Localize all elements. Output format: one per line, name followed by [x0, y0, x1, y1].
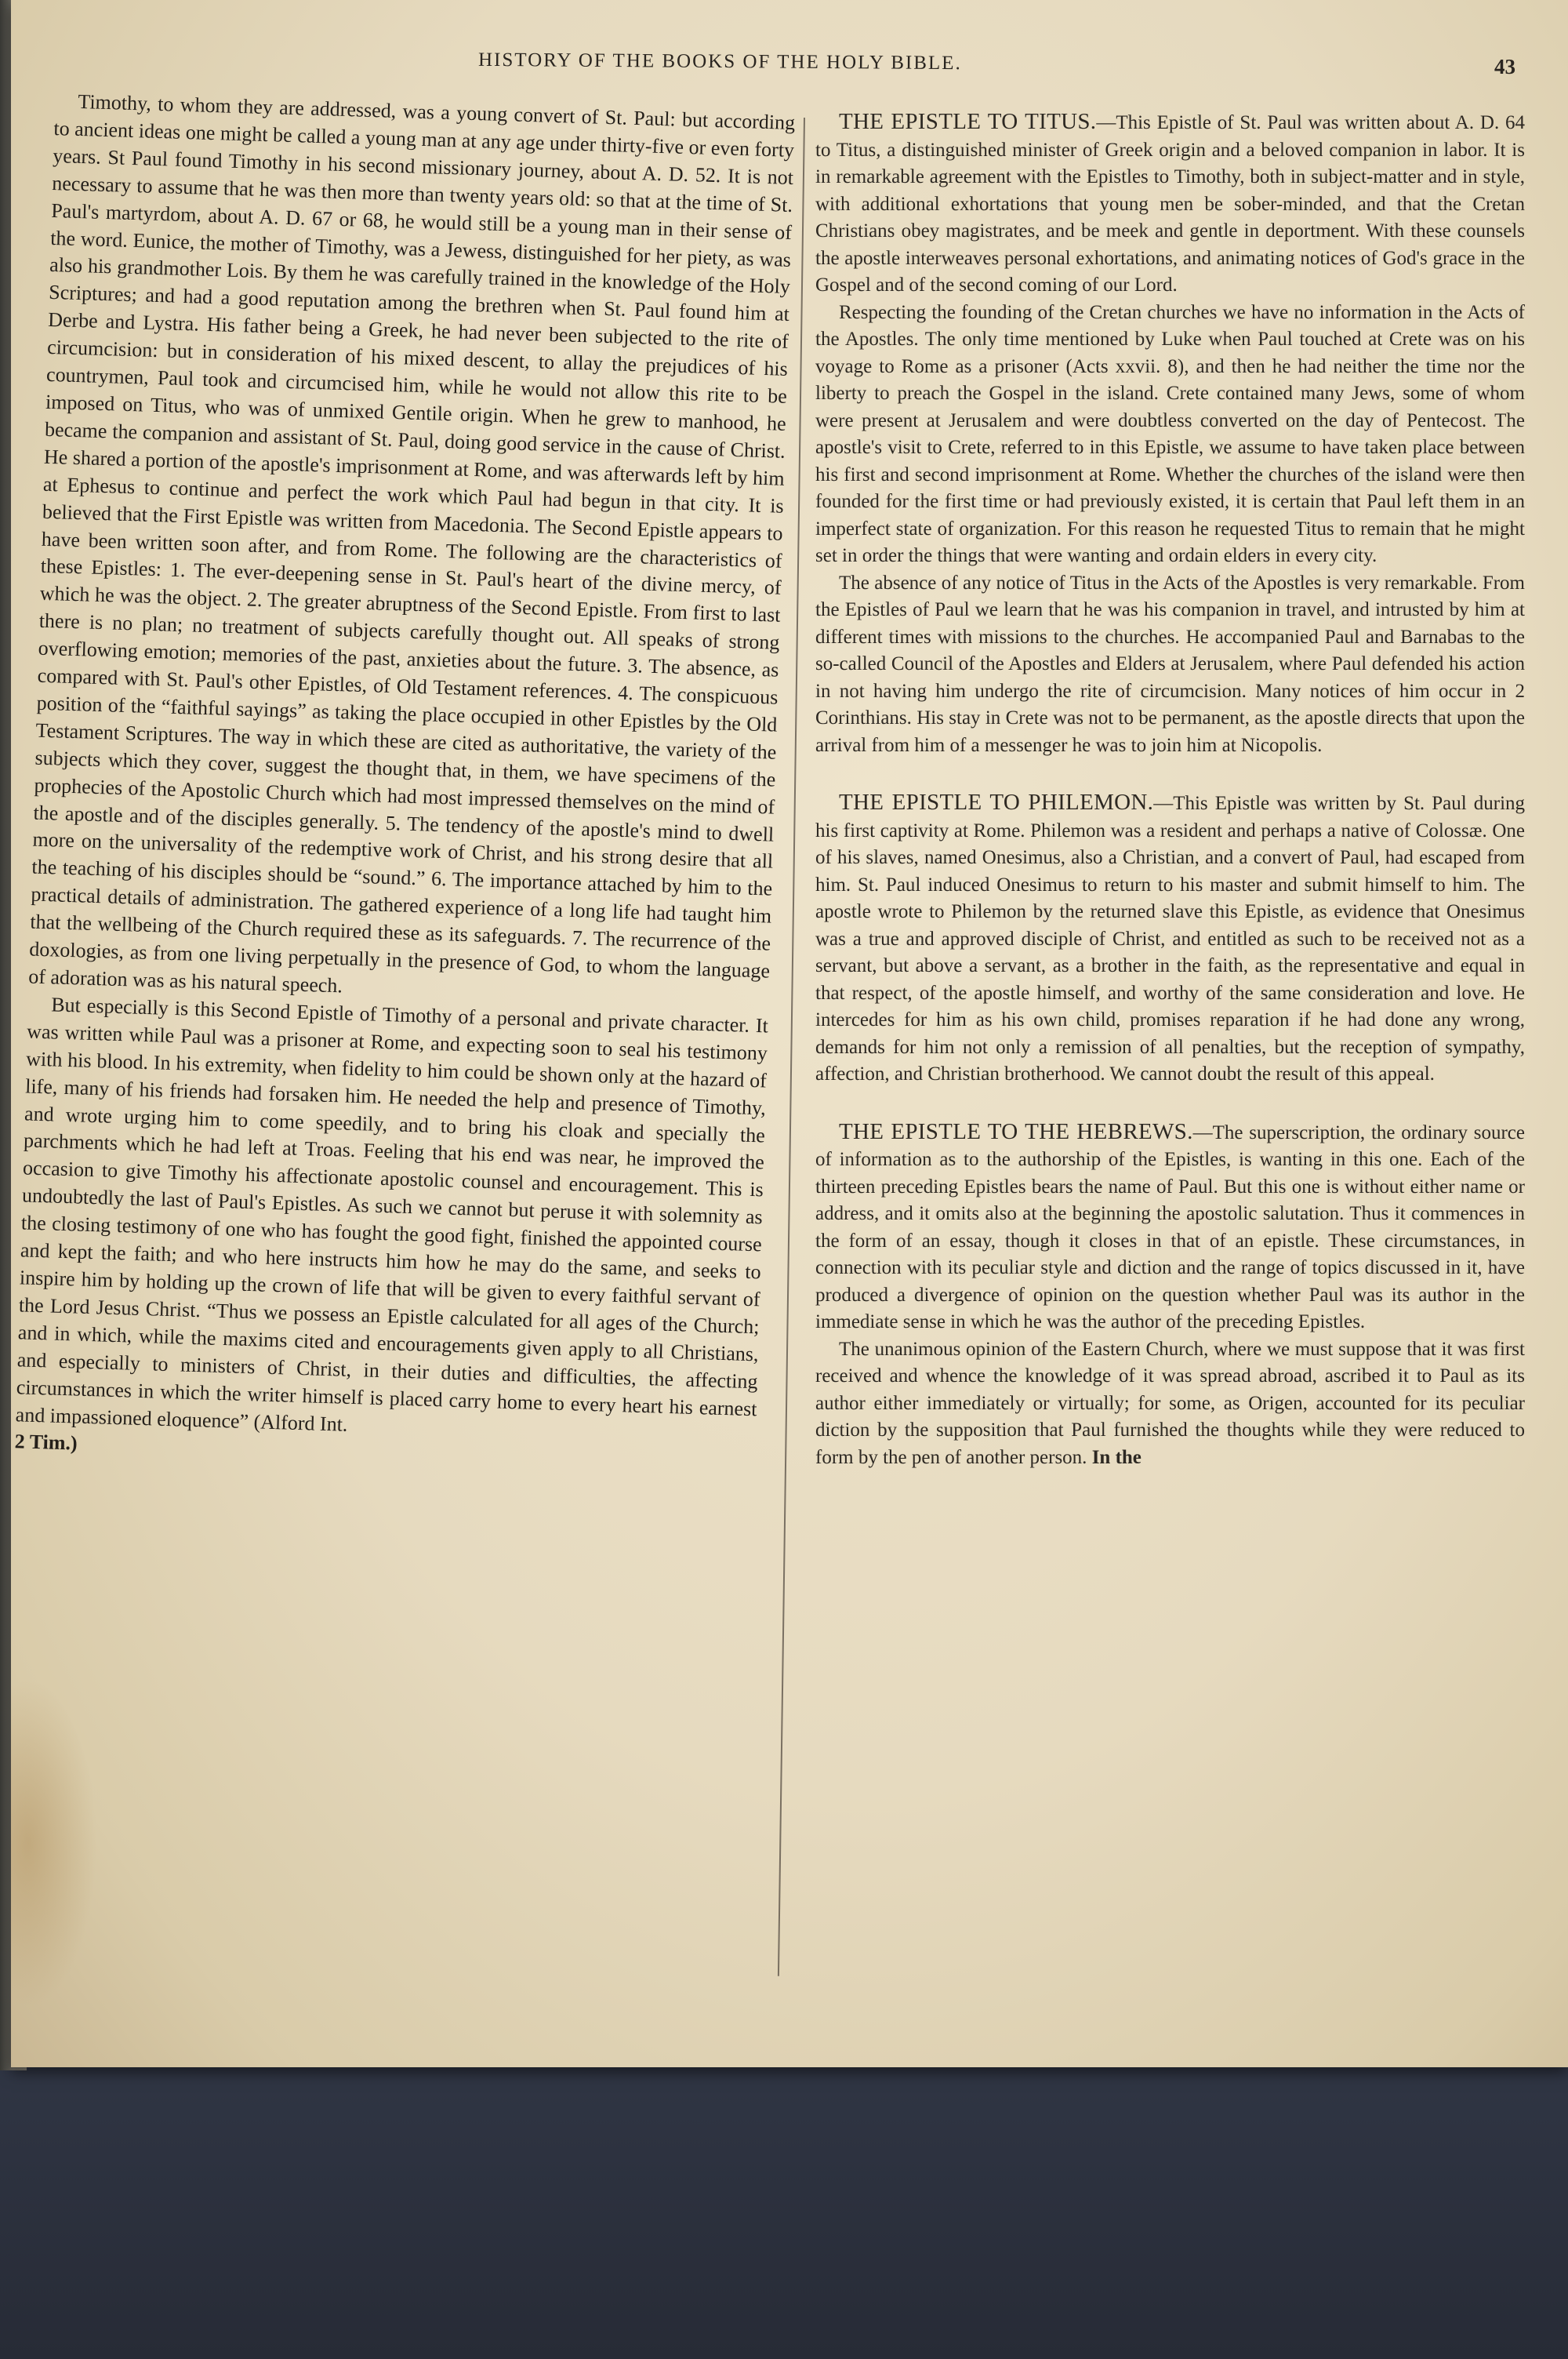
running-header: HISTORY OF THE BOOKS OF THE HOLY BIBLE. — [477, 49, 962, 75]
section-titus: THE EPISTLE TO TITUS.—This Epistle of St. Paul was written about A. D. 64 to Titus, a distinguished minister of Greek origin and a beloved companion in labor. It is in remarkable agreement with the Epistles to Timothy, both in subject-matter and in style, with additional exhortations that young men be sober-minded, and that the Cretan Christians obey magistrates, and be meek and gentle in deportment. With these counsels the apostle interweaves personal exhortations, and animating notices of God's grace in the Gospel and of the second coming of our Lord. Respecting the founding of the Cretan churches we have no information in the Acts of the Apostles. The only time mentioned by Luke when Paul touched at Crete was on his voyage to Rome as a prisoner (Acts xxvii. 8), and then he had neither the time nor the liberty to preach the Gospel in the island. Crete contained many Jews, some of whom were present at Jerusalem and were doubtless converted on the day of Pentecost. The apostle's visit to Crete, referred to in this Epistle, we assume to have taken place between his first and second imprisonment at Rome. Whether the churches of the island were then founded for the first time or had previously existed, it is certain that Paul left them in an imperfect state of organization. For this reason he requested Titus to remain that he might set in order the things that were wanting and ordain elders in every city. The absence of any notice of Titus in the Acts of the Apostles is very remarkable. From the Epistles of Paul we learn that he was his companion in travel, and intrusted by him at different times with missions to the churches. He accompanied Paul and Barnabas to the so-called Council of the Apostles and Elders at Jerusalem, where Paul defended his action in not having him undergo the rite of circumcision. Many notices of him occur in 2 Corinthians. His stay in Crete was not to be permanent, as the apostle directs that upon the arrival from him of a messenger he was to join him at Nicopolis. — [815, 108, 1525, 759]
hebrews-paragraph-1: The superscription, the ordinary source of information as to the authorship of the Epistles, is wanting in this one. Each of the thirteen preceding Epistles bears the name of Paul. But this one is without either name or address, and it omits also at the beginning the apostolic salutation. Thus it commences in the form of an essay, though it closes in that of an epistle. These circumstances, in connection with its peculiar style and diction and the range of topics discussed in it, have produced a divergence of opinion on the question whether Paul was its author in the immediate sense in which he was the author of the preceding Epistles. — [815, 1121, 1525, 1332]
left-paragraph-1: Timothy, to whom they are addressed, was a young convert of St. Paul: but according to ancient ideas one might be called a young man at any age under thirty-five or even forty years. St Paul found Timothy in his second missionary journey, about A. D. 52. It is not necessary to assume that he was then more than twenty years old: so that at the time of St. Paul's martyrdom, about A. D. 67 or 68, he would still be a young man in their sense of the word. Eunice, the mother of Timothy, was a Jewess, distinguished for her piety, as was also his grandmother Lois. By them he was carefully trained in the knowledge of the Holy Scriptures; and had a good reputation among the brethren when St. Paul found him at Derbe and Lystra. His father being a Greek, he had never been subjected to the rite of circumcision: but in consideration of his mixed descent, to allay the prejudices of his countrymen, Paul took and circumcised him, while he would not allow this rite to be imposed on Titus, who was of unmixed Gentile origin. When he grew to manhood, he became the companion and assistant of St. Paul, doing good service in the cause of Christ. He shared a portion of the apostle's imprisonment at Rome, and was afterwards left by him at Ephesus to continue and perfect the work which Paul had begun in that city. It is believed that the First Epistle was written from Macedonia. The Second Epistle appears to have been written soon after, and from Rome. The following are the characteristics of these Epistles: 1. The ever-deepening sense in St. Paul's heart of the divine mercy, of which he was the object. 2. The greater abruptness of the Second Epistle. From first to last there is no plan; no treatment of subjects carefully thought out. All speaks of strong overflowing emotion; memories of the past, anxieties about the future. 3. The absence, as compared with St. Paul's other Epistles, of Old Testament references. 4. The conspicuous position of the “faithful sayings” as taking the place occupied in other Epistles by the Old Testament Scriptures. The way in which these are cited as authoritative, the variety of the subjects which they cover, suggest the thought that, in them, we have specimens of the prophecies of the Apostolic Church which had most impressed themselves on the mind of the apostle and of the disciples generally. 5. The tendency of the apostle's mind to dwell more on the universality of the redemptive work of Christ, and his strong desire that all the teaching of his disciples should be “sound.” 6. The importance attached by him to the practical details of administration. The gathered experience of a long life had taught him that the wellbeing of the Church required these as its safeguards. 7. The recurrence of the doxologies, as from one living perpetually in the presence of God, to whom the language of adoration was as his natural speech. — [27, 89, 796, 998]
section-hebrews: THE EPISTLE TO THE HEBREWS.—The superscription, the ordinary source of information as to the authorship of the Epistles, is wanting in this one. Each of the thirteen preceding Epistles bears the name of Paul. But this one is without either name or address, and it omits also at the beginning the apostolic salutation. Thus it commences in the form of an essay, though it closes in that of an epistle. These circumstances, in connection with its peculiar style and diction and the range of topics discussed in it, have produced a divergence of opinion on the question whether Paul was its author in the immediate sense in which he was the author of the preceding Epistles. The unanimous opinion of the Eastern Church, where we must suppose that it was first received and whence the knowledge of it was spread abroad, ascribed it to Paul as its author either immediately or virtually; for some, as Origen, accounted for its peculiar diction by the supposition that Paul furnished the thoughts while they were reduced to form by the pen of another person. In the — [815, 1118, 1525, 1468]
titus-paragraph-2: Respecting the founding of the Cretan churches we have no information in the Acts of the Apostles. The only time mentioned by Luke when Paul touched at Crete was on his voyage to Rome as a prisoner (Acts xxvii. 8), and then he had neither the time nor the liberty to preach the Gospel in the island. Crete contained many Jews, some of whom were present at Jerusalem and were doubtless converted on the day of Pentecost. The apostle's visit to Crete, referred to in this Epistle, we assume to have taken place between his first and second imprisonment at Rome. Whether the churches of the island were then founded for the first time or had previously existed, it is certain that Paul left them in an imperfect state of organization. For this reason he requested Titus to remain that he might set in order the things that were wanting and ordain elders in every city. — [815, 301, 1525, 566]
left-closing-reference: 2 Tim.) — [14, 1430, 78, 1456]
right-column — [815, 108, 1525, 1471]
section-heading-philemon: THE EPISTLE TO PHILEMON. — [839, 790, 1154, 815]
titus-paragraph-3: The absence of any notice of Titus in the Acts of the Apostles is very remarkable. From the Epistles of Paul we learn that he was his companion in travel, and intrusted by him at different times with missions to the churches. He accompanied Paul and Barnabas to the so-called Council of the Apostles and Elders at Jerusalem, where Paul defended his action in not having him undergo the rite of circumcision. Many notices of him occur in 2 Corinthians. His stay in Crete was not to be permanent, as the apostle directs that upon the arrival from him of a messenger he was to join him at Nicopolis. — [815, 572, 1525, 756]
hebrews-paragraph-2: The unanimous opinion of the Eastern Church, where we must suppose that it was first received and whence the knowledge of it was spread abroad, ascribed it to Paul as its author either immediately or virtually; for some, as Origen, accounted for its peculiar diction by the supposition that Paul furnished the thoughts while they were reduced to form by the pen of another person. — [815, 1338, 1525, 1468]
page-stain — [11, 1678, 97, 2008]
titus-paragraph-1: This Epistle of St. Paul was written about A. D. 64 to Titus, a distinguished minister of Greek origin and a beloved companion in labor. It is in remarkable agreement with the Epistles to Timothy, both in subject-matter and in style, with additional exhortations that young men be sober-minded, and that the Cretan Christians obey magistrates, and be meek and gentle in deportment. With these counsels the apostle interweaves personal exhortations, and animating notices of God's grace in the Gospel and of the second coming of our Lord. — [815, 112, 1525, 296]
page-number: 43 — [1494, 55, 1515, 78]
left-column — [14, 88, 795, 1478]
philemon-paragraph-1: This Epistle was written by St. Paul during his first captivity at Rome. Philemon was a resident and perhaps a native of Colossæ. One of his slaves, named Onesimus, also a Christian, and a convert of Paul, had escaped from him. St. Paul induced Onesimus to return to his master and submit himself to him. The apostle wrote to Philemon by the returned slave this Epistle, as evidence that Onesimus was a true and approved disciple of Christ, and entitled as such to be received not as a servant, but above a servant, as a brother in the faith, as the representative and equal in that respect, of the apostle himself, and worthy of the same consideration and love. He intercedes for him as his own child, promises reparation if he had done any wrong, demands for him not only a remission of all penalties, but the reception of sympathy, affection, and Christian brotherhood. We cannot doubt the result of this appeal. — [815, 793, 1526, 1085]
section-heading-titus: THE EPISTLE TO TITUS. — [839, 109, 1097, 134]
section-heading-hebrews: THE EPISTLE TO THE HEBREWS. — [839, 1118, 1193, 1144]
section-philemon: THE EPISTLE TO PHILEMON.—This Epistle was written by St. Paul during his first captivity at Rome. Philemon was a resident and perhaps a native of Colossæ. One of his slaves, named Onesimus, also a Christian, and a convert of Paul, had escaped from him. St. Paul induced Onesimus to return to his master and submit himself to him. The apostle wrote to Philemon by the returned slave this Epistle, as evidence that Onesimus was a true and approved disciple of Christ, and entitled as such to be received not as a servant, but above a servant, as a brother in the faith, as the representative and equal in that respect, of the apostle himself, and worthy of the same consideration and love. He intercedes for him as his own child, promises reparation if he had done any wrong, demands for him not only a remission of all penalties, but the reception of sympathy, affection, and Christian brotherhood. We cannot doubt the result of this appeal. — [815, 790, 1526, 1085]
hebrews-trailing-words: In the — [1091, 1446, 1142, 1468]
left-paragraph-2: But especially is this Second Epistle of Timothy of a personal and private character. It was written while Paul was a prisoner at Rome, and expecting soon to seal his testimony with his blood. In his extremity, when fidelity to him could be shown only at the hazard of life, many of his friends had forsaken him. He needed the help and presence of Timothy, and wrote urging him to come speedily, and to bring his cloak and specially the parchments which he had left at Troas. Feeling that his end was near, he improved the occasion to give Timothy his affectionate apostolic counsel and encouragement. This is undoubtedly the last of Paul's Epistles. As such we cannot but peruse it with solemnity as the closing testimony of one who has fought the good fight, finished the appointed course and kept the faith; and who here instructs him how he may do the same, and seeks to inspire him by holding up the crown of life that will be given to every faithful servant of the Lord Jesus Christ. “Thus we possess an Epistle calculated for all ages of the Church; and in which, while the maxims cited and encouragements given apply to all Christians, and especially to ministers of Christ, in their duties and difficulties, the affecting circumstances in which the writer himself is placed carry home to every heart his earnest and impassioned eloquence” (Alford Int. — [15, 993, 769, 1436]
